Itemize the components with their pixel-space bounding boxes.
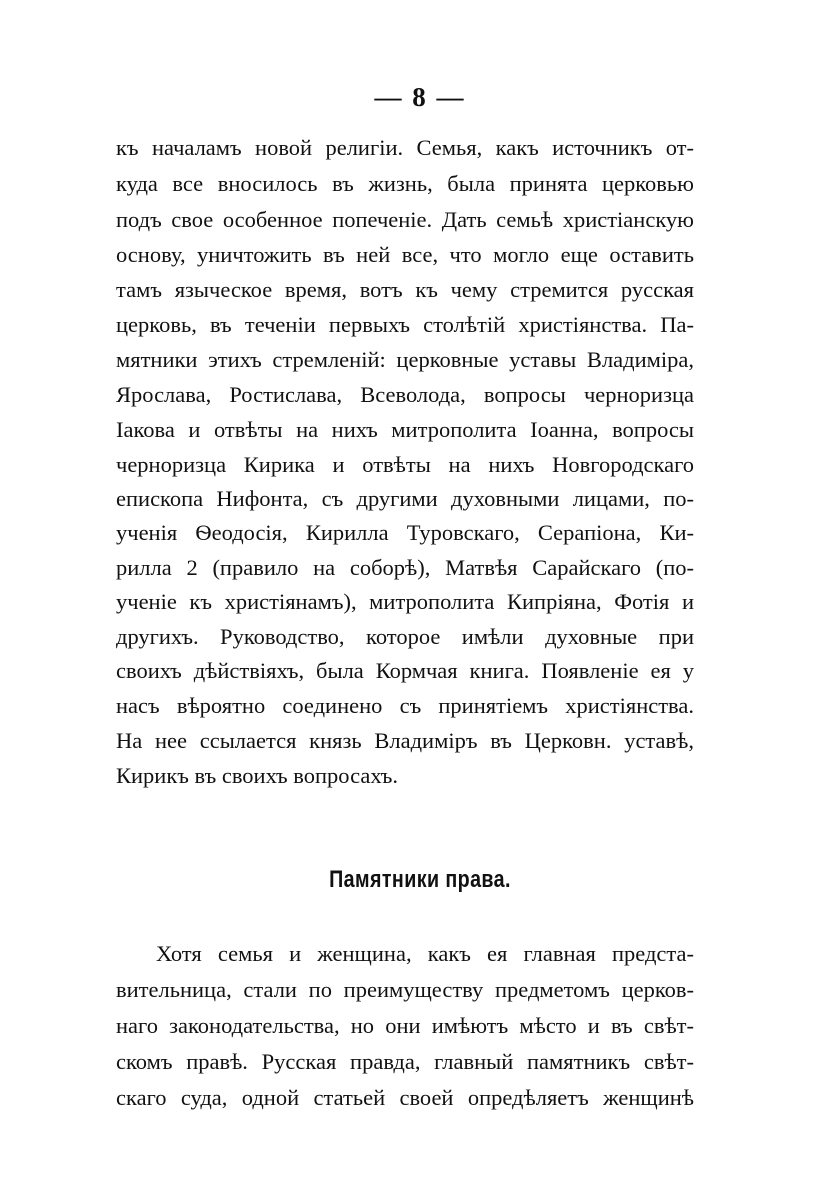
text-line: своихъ дѣйствіяхъ, была Кормчая книга. Появленіе ея у (116, 658, 694, 683)
text-line: скомъ правѣ. Русская правда, главный памятникъ свѣт- (116, 1049, 694, 1074)
text-line: наго законодательства, но они имѣютъ мѣсто и въ свѣт- (116, 1013, 694, 1038)
text-line: Хотя семья и женщина, какъ ея главная предста- (156, 941, 694, 966)
text-line: рилла 2 (правило на соборѣ), Матвѣя Сарайскаго (по- (116, 555, 694, 580)
text-line: насъ вѣроятно соединено съ принятіемъ христіянства. (116, 693, 694, 718)
text-line: Іакова и отвѣты на нихъ митрополита Іоанна, вопросы (116, 417, 694, 442)
text-line: скаго суда, одной статьей своей опредѣляетъ женщинѣ (116, 1085, 694, 1110)
text-line: тамъ языческое время, вотъ къ чему стремится русская (116, 277, 694, 302)
text-line: мятники этихъ стремленій: церковные уставы Владиміра, (116, 347, 694, 372)
text-line: Кирикъ въ своихъ вопросахъ. (116, 763, 398, 788)
page-number: — 8 — (374, 82, 466, 112)
text-line: черноризца Кирика и отвѣты на нихъ Новгородскаго (116, 452, 694, 477)
text-line: На нее ссылается князь Владиміръ въ Церковн. уставѣ, (116, 728, 694, 753)
text-line: куда все вносилось въ жизнь, была принята церковью (116, 171, 694, 196)
text-line: другихъ. Руководство, которое имѣли духовные при (116, 624, 694, 649)
text-line: епископа Нифонта, съ другими духовными лицами, по- (116, 486, 694, 511)
text-line: Ярослава, Ростислава, Всеволода, вопросы черноризца (116, 382, 694, 407)
text-line: ученіе къ христіянамъ), митрополита Кипріяна, Фотія и (116, 589, 694, 614)
text-line: къ началамъ новой религіи. Семья, какъ источникъ от- (116, 135, 694, 160)
text-line: подъ свое особенное попеченіе. Дать семьѣ христіанскую (116, 207, 694, 232)
text-line: основу, уничтожить въ ней все, что могло еще оставить (116, 242, 694, 267)
text-line: церковь, въ теченіи первыхъ столѣтій христіянства. Па- (116, 312, 694, 337)
section-heading: Памятники права. (329, 866, 511, 893)
text-line: ученія Ѳеодосія, Кирилла Туровскаго, Серапіона, Ки- (116, 520, 694, 545)
text-line: вительница, стали по преимуществу предметомъ церков- (116, 977, 694, 1002)
